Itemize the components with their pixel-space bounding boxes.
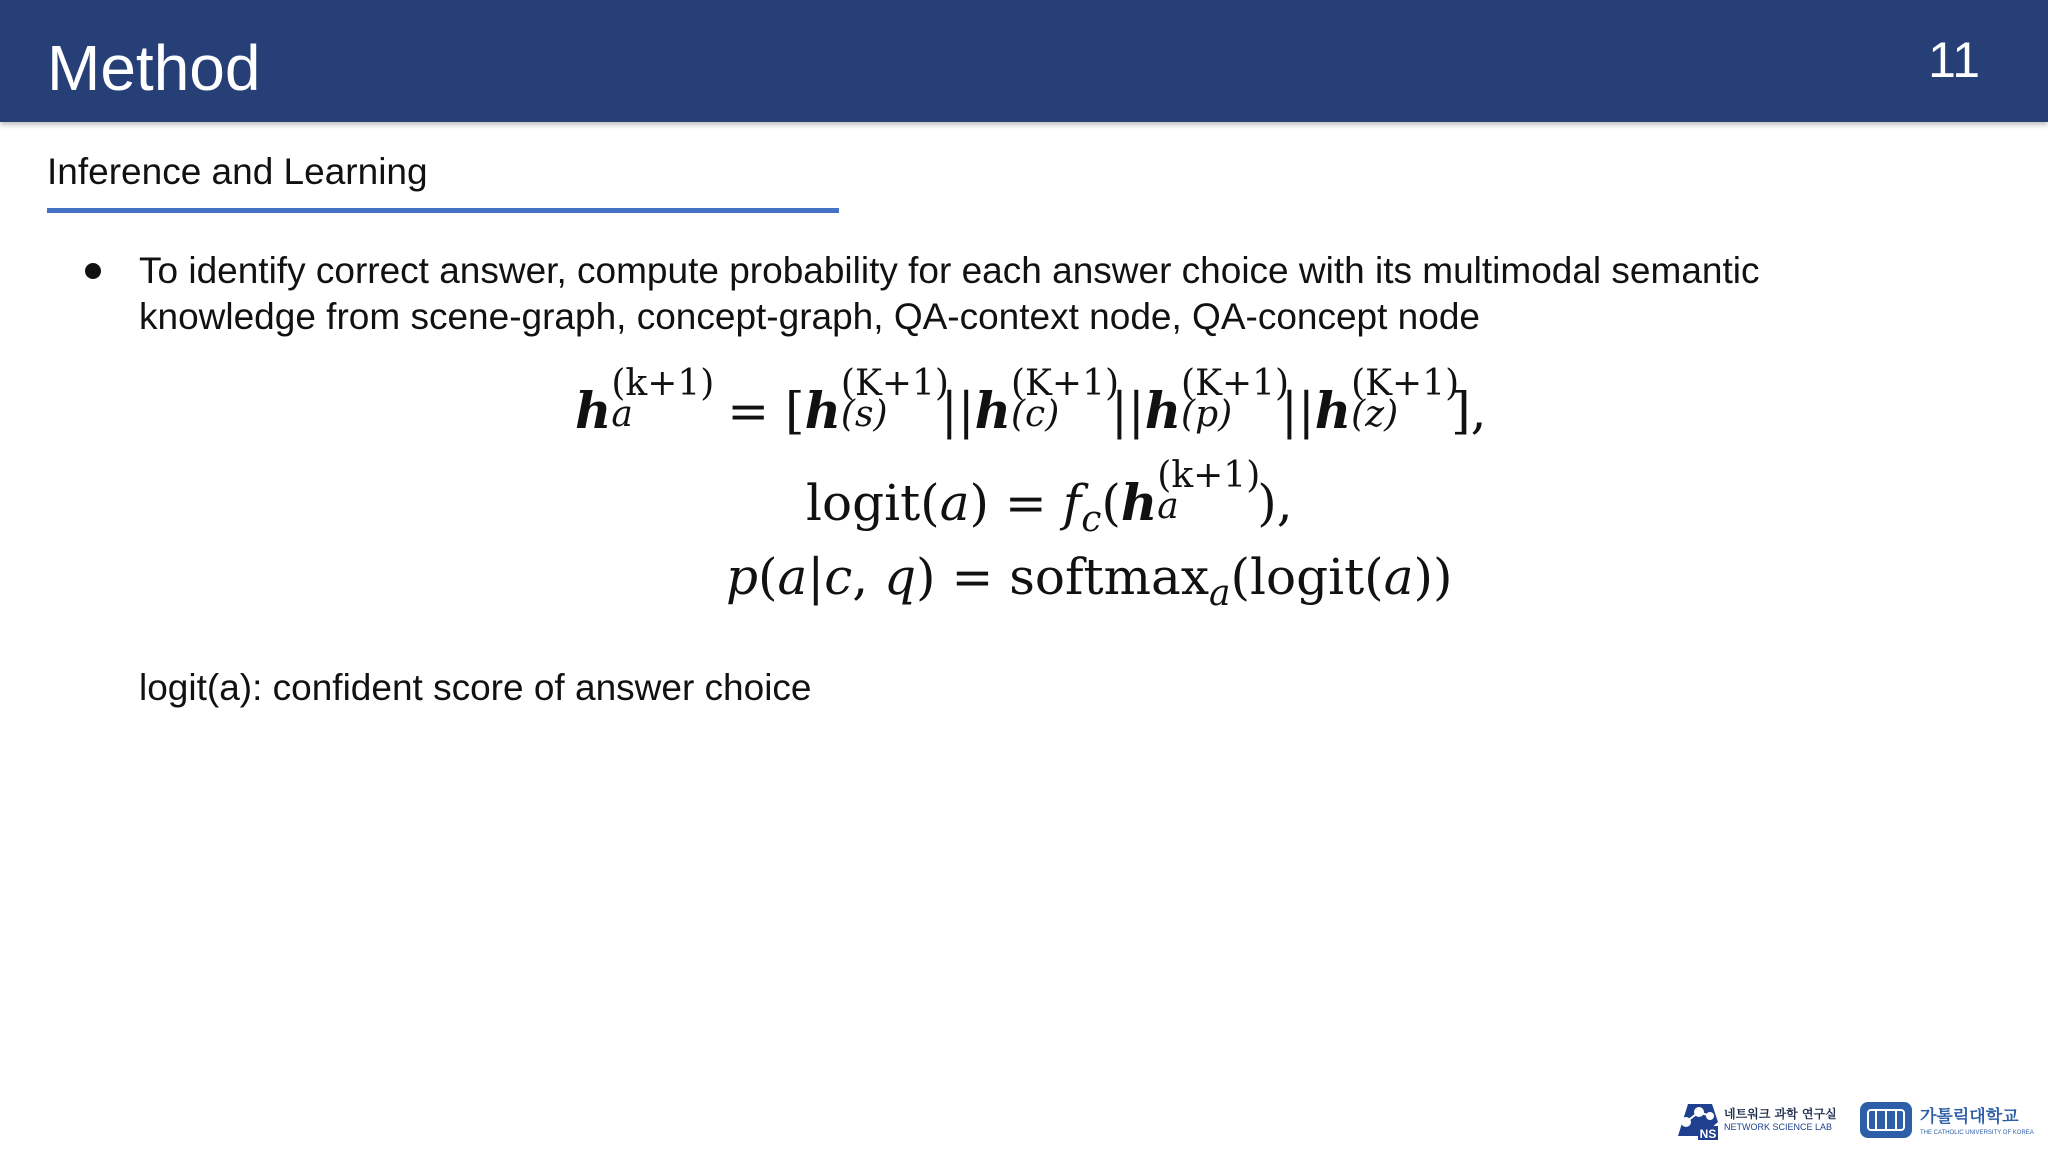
cuk-english-name: THE CATHOLIC UNIVERSITY OF KOREA — [1920, 1130, 2034, 1136]
equation-concatenation — [575, 362, 1487, 440]
slide-title: Method — [47, 32, 261, 104]
eq1-term-sup: (K+1) — [1010, 362, 1120, 404]
eq3-comma: , — [852, 548, 885, 606]
bullet-text: To identify correct answer, compute probability for each answer choice with its multimodal semantic knowledge from scene-graph, concept-graph, QA-context node, QA-concept node — [139, 250, 1760, 337]
eq1-term-sub: (s) — [840, 394, 888, 436]
eq2-sup: (k+1) — [1157, 454, 1261, 496]
eq3-close: ) — [916, 548, 936, 606]
logit-definition: logit(a): confident score of answer choice — [139, 667, 812, 708]
eq2-sub: a — [1157, 486, 1179, 528]
eq1-lhs-base: h — [575, 381, 612, 440]
eq1-term-sup: (K+1) — [1181, 362, 1290, 404]
section-subtitle: Inference and Learning — [47, 151, 428, 192]
eq1-lhs-scripts — [611, 362, 715, 436]
header-bar — [0, 0, 2048, 122]
eq2-fn: f — [1062, 474, 1082, 532]
eq3-c: c — [824, 548, 853, 606]
eq1-term-scripts — [1351, 362, 1460, 436]
eq2-open: ( — [1101, 474, 1121, 532]
page-number: 11 — [1928, 32, 1980, 88]
eq1-sep: || — [940, 382, 975, 440]
network-science-lab-logo — [1672, 1096, 1842, 1144]
ns-korean-name: 네트워크 과학 연구실 — [1724, 1107, 1837, 1121]
eq1-sep: || — [1281, 382, 1315, 440]
eq1-rel: = — [711, 382, 786, 440]
eq1-term-sub: (p) — [1181, 394, 1233, 436]
eq2-scripts — [1157, 454, 1261, 528]
ns-badge-text: NS — [1699, 1127, 1717, 1141]
eq3-arg-open: (logit( — [1230, 548, 1384, 606]
eq1-term-scripts — [1010, 362, 1120, 436]
equation-block — [560, 360, 1520, 620]
eq1-term-sup: (K+1) — [1351, 362, 1460, 404]
ns-english-name: NETWORK SCIENCE LAB — [1724, 1122, 1833, 1132]
eq1-term-scripts — [840, 362, 949, 436]
eq1-term-sub: (z) — [1351, 394, 1399, 436]
eq1-term-base: h — [804, 381, 841, 440]
eq1-term-scripts — [1181, 362, 1290, 436]
eq2-lhs-close: ) — [969, 474, 990, 532]
eq3-softmax-sub: a — [1209, 572, 1231, 614]
eq2-close: ), — [1257, 474, 1293, 532]
eq1-open: [ — [785, 382, 805, 440]
eq1-lhs-sup: (k+1) — [611, 362, 715, 404]
eq1-close: ], — [1451, 382, 1487, 440]
eq1-term-sub: (c) — [1010, 394, 1060, 436]
footer-logos — [1672, 1096, 2034, 1144]
cuk-korean-name: 가톨릭대학교 — [1920, 1107, 2019, 1127]
eq3-arg-var: a — [1383, 548, 1414, 606]
eq2-lhs: logit( — [806, 474, 940, 532]
eq1-term-sup: (K+1) — [840, 362, 949, 404]
eq3-a: a — [777, 548, 808, 606]
eq3-rel: = — [935, 548, 1010, 606]
eq2-fn-sub: c — [1081, 498, 1102, 540]
eq3-q: q — [884, 548, 917, 606]
eq3-open: ( — [758, 548, 778, 606]
equation-softmax — [726, 548, 1453, 614]
subtitle-underline — [47, 208, 839, 213]
eq1-term-base: h — [974, 381, 1011, 440]
catholic-university-logo — [1858, 1096, 2034, 1144]
eq1-lhs-sub: a — [611, 394, 633, 436]
eq3-arg-close: )) — [1413, 548, 1453, 606]
eq1-term-base: h — [1314, 381, 1352, 440]
equation-logit — [806, 454, 1293, 540]
eq2-base: h — [1120, 473, 1158, 532]
eq3-bar: | — [807, 548, 825, 606]
bullet-dot — [85, 263, 101, 279]
eq2-rel: = — [989, 474, 1063, 532]
eq3-p: p — [726, 548, 759, 606]
eq1-sep: || — [1110, 382, 1145, 440]
eq1-term-base: h — [1144, 381, 1182, 440]
eq3-softmax: softmax — [1009, 548, 1210, 606]
eq2-var: a — [939, 474, 970, 532]
